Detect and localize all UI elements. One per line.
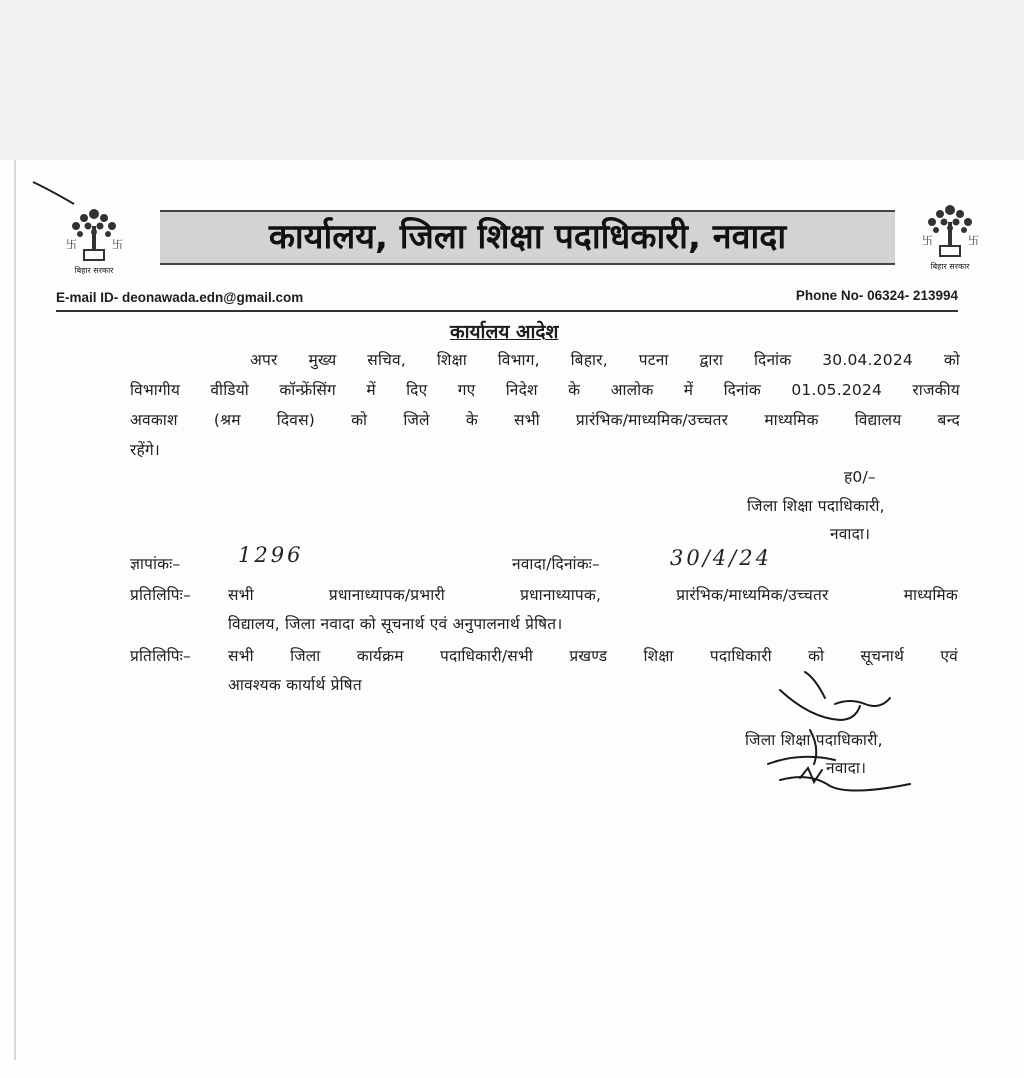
phone-text: Phone No- 06324- 213994	[795, 288, 958, 303]
memo-ref-number: 1296	[238, 543, 304, 567]
copy-1-line-2: विद्यालय, जिला नवादा को सूचनार्थ एवं अनुपालनार्थ प्रेषित।	[228, 615, 563, 633]
memo-ref-label: ज्ञापांकः–	[130, 555, 181, 573]
signatory-place: नवादा।	[830, 525, 871, 543]
svg-text:卐: 卐	[922, 234, 933, 247]
handwritten-signature	[740, 668, 940, 808]
memo-date-label: नवादा/दिनांकः–	[512, 555, 600, 573]
bihar-emblem-left	[54, 204, 134, 284]
svg-text:卐: 卐	[112, 238, 123, 251]
office-title: कार्यालय, जिला शिक्षा पदाधिकारी, नवादा	[160, 210, 895, 265]
bodhi-tree-icon	[54, 204, 134, 266]
copy-1-line-1: सभी प्रधानाध्यापक/प्रभारी प्रधानाध्यापक, प्रारंभिक/माध्यमिक/उच्चतर माध्यमिक	[228, 586, 958, 604]
body-line-3: अवकाश (श्रम दिवस) को जिले के सभी प्रारंभिक/माध्यमिक/उच्चतर माध्यमिक विद्यालय बन्द	[130, 411, 960, 429]
body-line-1: अपर मुख्य सचिव, शिक्षा विभाग, बिहार, पटना द्वारा दिनांक 30.04.2024 को	[250, 351, 960, 369]
top-margin	[0, 0, 1024, 160]
order-heading: कार्यालय आदेश	[450, 321, 559, 343]
contact-line	[56, 288, 958, 312]
memo-date-value: 30/4/24	[670, 546, 772, 570]
copy-2-line-2: आवश्यक कार्यार्थ प्रेषित	[228, 676, 362, 694]
bodhi-tree-icon	[910, 200, 990, 262]
copy-1-label: प्रतिलिपिः–	[130, 586, 191, 604]
bihar-emblem-right	[910, 200, 990, 280]
emblem-caption: बिहार सरकार	[930, 262, 970, 271]
svg-text:卐: 卐	[968, 234, 979, 247]
final-signatory-designation: जिला शिक्षा पदाधिकारी,	[745, 731, 883, 749]
copy-2-label: प्रतिलिपिः–	[130, 647, 191, 665]
copy-2-line-1: सभी जिला कार्यक्रम पदाधिकारी/सभी प्रखण्ड शिक्षा पदाधिकारी को सूचनार्थ एवं	[228, 647, 958, 665]
paper-edge	[14, 160, 16, 1060]
final-signatory-place: नवादा।	[826, 759, 867, 777]
signed-mark: ह0/–	[844, 468, 876, 486]
svg-text:卐: 卐	[66, 238, 77, 251]
email-text: E-mail ID- deonawada.edn@gmail.com	[56, 290, 304, 305]
body-line-4: रहेंगे।	[130, 441, 160, 459]
emblem-caption: बिहार सरकार	[74, 266, 114, 275]
signatory-designation: जिला शिक्षा पदाधिकारी,	[747, 497, 885, 515]
body-line-2: विभागीय वीडियो कॉन्फ्रेंसिंग में दिए गए निदेश के आलोक में दिनांक 01.05.2024 राजकीय	[130, 381, 960, 399]
